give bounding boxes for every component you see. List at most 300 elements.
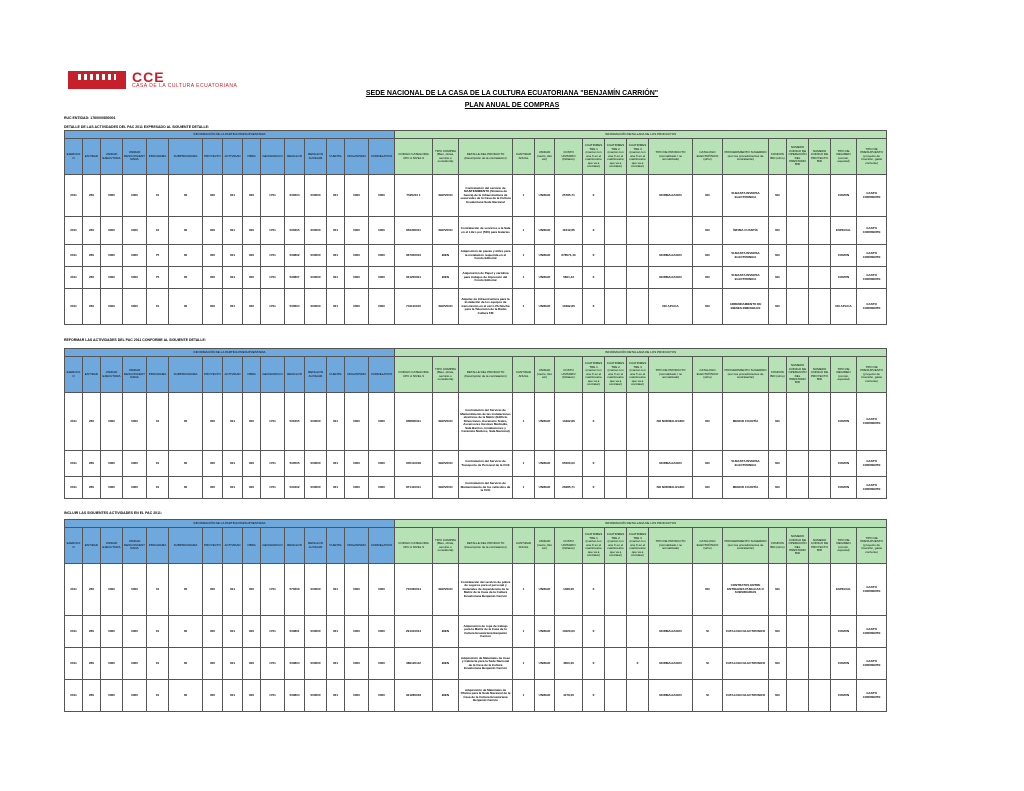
table-cell: 0000 bbox=[369, 477, 395, 499]
table-row bbox=[65, 648, 887, 680]
table-cell: 0000 bbox=[369, 564, 395, 616]
table-cell: X bbox=[583, 175, 605, 217]
table-cell: SERVICIO bbox=[433, 175, 459, 217]
column-header: EJERCICIO bbox=[65, 528, 83, 564]
table-cell bbox=[787, 451, 809, 477]
table-cell: 1701 bbox=[261, 245, 285, 267]
table-cell: 1 bbox=[513, 564, 535, 616]
table-cell bbox=[605, 451, 627, 477]
table-cell: 001 bbox=[327, 451, 345, 477]
table-cell: 000 bbox=[203, 217, 223, 245]
table-cell: UNIDAD bbox=[535, 267, 555, 289]
table-cell: 530802 bbox=[285, 245, 305, 267]
table-cell: 0000 bbox=[123, 393, 147, 451]
product-group-header: INFORMACIÓN DETALLADA DE LOS PRODUCTOS bbox=[395, 131, 887, 139]
column-header: UNIDAD DESCONCENTRADA bbox=[123, 528, 147, 564]
table-cell: UNIDAD bbox=[535, 648, 555, 680]
table-cell bbox=[809, 451, 831, 477]
table-cell: 260 bbox=[83, 267, 101, 289]
table-cell: NO APLICA bbox=[831, 289, 857, 325]
column-header: EJERCICIO bbox=[65, 139, 83, 175]
table-cell: 65000,00 bbox=[555, 451, 583, 477]
table-cell: 001 bbox=[327, 267, 345, 289]
table-cell: 260 bbox=[83, 217, 101, 245]
table-cell: 2011 bbox=[65, 477, 83, 499]
table-cell: 000 bbox=[203, 393, 223, 451]
table-cell: 01 bbox=[147, 175, 169, 217]
cce-emblem-icon bbox=[68, 71, 126, 89]
table-cell: 001 bbox=[223, 217, 243, 245]
table-cell: 001 bbox=[223, 289, 243, 325]
table-cell bbox=[627, 564, 649, 616]
table-cell: 2011 bbox=[65, 245, 83, 267]
column-header: ORGANISMO bbox=[345, 528, 369, 564]
table-cell: 2011 bbox=[65, 175, 83, 217]
column-header: UNIDAD DESCONCENTRADA bbox=[123, 139, 147, 175]
table-cell: Alquiler de infraestructura para la instalación de los equipos de transmisión en el cerro Pichincha para la Televisión de la Radio Cultura FM bbox=[459, 289, 513, 325]
table-cell: 2011 bbox=[65, 680, 83, 712]
column-header: TIPO DE REGIMEN (común, especial) bbox=[831, 357, 857, 393]
column-header: TIPO DE PRESUPUESTO (proyecto de inversión, gasto corriente) bbox=[857, 139, 887, 175]
column-header: CANTIDAD ANUAL bbox=[513, 139, 535, 175]
table-cell: GASTO CORRIENTE bbox=[857, 393, 887, 451]
document-subtitle: PLAN ANUAL DE COMPRAS bbox=[464, 102, 560, 109]
column-header: PROCEDIMIENTO SUGERIDO (son los procedimientos de contratación) bbox=[723, 139, 769, 175]
table-cell: 00 bbox=[169, 289, 203, 325]
table-cell: 645110018 bbox=[395, 451, 433, 477]
table-cell: 13392,86 bbox=[555, 393, 583, 451]
table-cell: 1701 bbox=[261, 451, 285, 477]
table-cell: 000 bbox=[243, 680, 261, 712]
table-row bbox=[65, 289, 887, 325]
table-cell: 00 bbox=[169, 245, 203, 267]
table-cell: 000 bbox=[243, 616, 261, 648]
table-cell: 530205 bbox=[285, 217, 305, 245]
table-cell: 10392,86 bbox=[555, 289, 583, 325]
table-cell: 0000 bbox=[123, 616, 147, 648]
table-cell: 001 bbox=[327, 289, 345, 325]
table-cell: NO bbox=[769, 451, 787, 477]
table-cell: 000 bbox=[243, 648, 261, 680]
column-header: CUATRIMESTRE 1 (marcar con una X en el cuatrimestre que va a contratar) bbox=[583, 357, 605, 393]
table-cell: 1701 bbox=[261, 648, 285, 680]
table-cell: 1 bbox=[513, 267, 535, 289]
table-cell: 260 bbox=[83, 680, 101, 712]
table-cell: 000000 bbox=[305, 648, 327, 680]
column-header: TIPO COMPRA (Bien, obras, servicio o consultoría) bbox=[433, 528, 459, 564]
table-cell: 000000 bbox=[305, 564, 327, 616]
table-cell: 000 bbox=[243, 217, 261, 245]
cce-logo bbox=[68, 70, 237, 89]
table-cell: 000 bbox=[243, 245, 261, 267]
table-cell: X bbox=[583, 289, 605, 325]
table-cell: GASTO CORRIENTE bbox=[857, 267, 887, 289]
table-cell: 530204 bbox=[285, 175, 305, 217]
table-cell: 1 bbox=[513, 245, 535, 267]
table-cell: CATALOGO ELECTRONICO bbox=[723, 648, 769, 680]
table-cell: 000 bbox=[203, 289, 223, 325]
table-cell: 000000 bbox=[305, 289, 327, 325]
table-cell: X bbox=[627, 648, 649, 680]
table-cell: GASTO CORRIENTE bbox=[857, 217, 887, 245]
column-header: NUMERO CODIGO DE OPERACIÓN DEL PRESTAMO BID bbox=[787, 528, 809, 564]
column-header: ORGANISMO bbox=[345, 357, 369, 393]
table-cell: NO bbox=[769, 245, 787, 267]
table-cell: 01 bbox=[147, 616, 169, 648]
column-header: OBRA bbox=[243, 528, 261, 564]
table-cell: 1488,00 bbox=[555, 564, 583, 616]
table-cell: 2011 bbox=[65, 289, 83, 325]
table-cell bbox=[787, 680, 809, 712]
table-cell bbox=[787, 616, 809, 648]
column-header: CODIGO CATEGORIA CPC A NIVEL 9 bbox=[395, 528, 433, 564]
column-header: PROCEDIMIENTO SUGERIDO (son los procedimientos de contratación) bbox=[723, 357, 769, 393]
column-header: CANTIDAD ANUAL bbox=[513, 528, 535, 564]
column-header: RENGLON AUXILIAR bbox=[305, 528, 327, 564]
table-cell: 0000 bbox=[123, 477, 147, 499]
column-header: UNIDAD EJECUTORA bbox=[101, 139, 123, 175]
column-header: FUENTE bbox=[327, 139, 345, 175]
column-header: UNIDAD (metro, litro etc) bbox=[535, 528, 555, 564]
table-cell: NO NORMALIZADO bbox=[649, 477, 693, 499]
table-cell: 260 bbox=[83, 564, 101, 616]
table-cell: COMUN bbox=[831, 616, 857, 648]
column-header: PROGRAMA bbox=[147, 528, 169, 564]
table-cell: 00 bbox=[169, 393, 203, 451]
table-cell: 260 bbox=[83, 393, 101, 451]
column-header: CORRELATIVO bbox=[369, 528, 395, 564]
table-cell: 1701 bbox=[261, 217, 285, 245]
table-cell: 000 bbox=[243, 289, 261, 325]
table-cell: 001 bbox=[223, 564, 243, 616]
table-cell: 001 bbox=[223, 616, 243, 648]
table-cell: 001 bbox=[223, 680, 243, 712]
table-cell: 0000 bbox=[369, 217, 395, 245]
table-cell: COMUN bbox=[831, 175, 857, 217]
table-cell: 01 bbox=[147, 393, 169, 451]
table-cell: UNIDAD bbox=[535, 564, 555, 616]
table-cell: 000 bbox=[203, 564, 223, 616]
column-header: RENGLON bbox=[285, 139, 305, 175]
table-cell: 000 bbox=[243, 267, 261, 289]
table-cell: UNIDAD bbox=[535, 451, 555, 477]
table-cell: NORMALIZADO bbox=[649, 451, 693, 477]
table-cell: X bbox=[583, 451, 605, 477]
table-cell: 000 bbox=[203, 680, 223, 712]
table-cell: 0000 bbox=[369, 175, 395, 217]
table-cell: 0000 bbox=[345, 564, 369, 616]
column-header: UNIDAD DESCONCENTRADA bbox=[123, 357, 147, 393]
table-cell: 260 bbox=[83, 175, 101, 217]
table-cell: 0000 bbox=[345, 289, 369, 325]
column-header: TIPO COMPRA (Bien, obras, servicio o consultoría) bbox=[433, 139, 459, 175]
table-cell bbox=[605, 267, 627, 289]
table-cell bbox=[787, 175, 809, 217]
table-cell: 000 bbox=[203, 451, 223, 477]
table-cell: 2011 bbox=[65, 616, 83, 648]
table-cell: UNIDAD bbox=[535, 680, 555, 712]
column-header: UNIDAD (metro, litro etc) bbox=[535, 357, 555, 393]
table-cell: 4178,00 bbox=[555, 680, 583, 712]
table-cell: NO bbox=[769, 289, 787, 325]
table-cell: 000000 bbox=[305, 175, 327, 217]
table-cell: SERVICIO bbox=[433, 393, 459, 451]
table-cell: 1701 bbox=[261, 393, 285, 451]
table-cell bbox=[649, 217, 693, 245]
table-cell: 530402 bbox=[285, 477, 305, 499]
table-cell: CONTRATOS ENTRE ENTIDADES PÚBLICAS O SUBSIDIARIAS bbox=[723, 564, 769, 616]
column-header: SUBPROGRAMA bbox=[169, 528, 203, 564]
column-header: FONDOS BID (si/no) bbox=[769, 139, 787, 175]
column-header: ENTIDAD bbox=[83, 139, 101, 175]
table-cell bbox=[605, 564, 627, 616]
table-cell: SUBASTA INVERSA ELECTRONICA bbox=[723, 175, 769, 217]
table-cell: 1 bbox=[513, 175, 535, 217]
table-cell bbox=[809, 267, 831, 289]
table-cell: 001 bbox=[327, 477, 345, 499]
column-header: CORRELATIVO bbox=[369, 357, 395, 393]
table-cell: NORMALIZADO bbox=[649, 648, 693, 680]
table-cell: ESPECIAL bbox=[831, 564, 857, 616]
column-header: TIPO DE REGIMEN (común, especial) bbox=[831, 139, 857, 175]
column-header: RENGLON bbox=[285, 528, 305, 564]
table-cell: SERVICIO bbox=[433, 289, 459, 325]
table-cell: 530807 bbox=[285, 267, 305, 289]
table-cell: 0000 bbox=[345, 648, 369, 680]
table-cell: 0000 bbox=[101, 289, 123, 325]
table-cell: 0000 bbox=[345, 175, 369, 217]
table-cell: 00 bbox=[169, 175, 203, 217]
logo-subtext: CASA DE LA CULTURA ECUATORIANA bbox=[132, 83, 238, 89]
table-cell: 858800011 bbox=[395, 393, 433, 451]
column-header: CUATRIMESTRE 2 (marcar con una X en el cuatrimestre que va a contratar) bbox=[605, 357, 627, 393]
table-row bbox=[65, 245, 887, 267]
table-cell: NORMALIZADO bbox=[649, 245, 693, 267]
column-header: UNIDAD EJECUTORA bbox=[101, 528, 123, 564]
table-cell: 260 bbox=[83, 289, 101, 325]
table-cell: 0000 bbox=[123, 267, 147, 289]
column-header: ENTIDAD bbox=[83, 528, 101, 564]
table-cell bbox=[605, 217, 627, 245]
table-cell bbox=[787, 648, 809, 680]
ruc-label: RUC ENTIDAD: 1760000850001 bbox=[64, 116, 116, 120]
section-label: INCLUIR LAS SIGUIENTES ACTIVIDADES EN EL PAC 2011: bbox=[64, 511, 162, 515]
table-cell: SI bbox=[693, 616, 723, 648]
table-cell: 001 bbox=[327, 393, 345, 451]
table-cell: 01 bbox=[147, 289, 169, 325]
table-cell bbox=[809, 393, 831, 451]
table-cell: 0000 bbox=[101, 564, 123, 616]
table-cell: UNIDAD bbox=[535, 616, 555, 648]
table-row bbox=[65, 564, 887, 616]
table-cell: GASTO CORRIENTE bbox=[857, 616, 887, 648]
table-cell: 0000 bbox=[369, 393, 395, 451]
column-header: CATALOGO ELECTRÓNICO (si/no) bbox=[693, 139, 723, 175]
table-cell bbox=[809, 245, 831, 267]
logo-text: CCE bbox=[132, 69, 165, 85]
column-header: RENGLON AUXILIAR bbox=[305, 139, 327, 175]
column-header: RENGLON AUXILIAR bbox=[305, 357, 327, 393]
table-cell bbox=[627, 393, 649, 451]
column-header: FUENTE bbox=[327, 357, 345, 393]
pac-table-current bbox=[64, 130, 887, 325]
table-cell: 260 bbox=[83, 245, 101, 267]
column-header: NUMERO CODIGO DE OPERACIÓN DEL PRESTAMO BID bbox=[787, 357, 809, 393]
table-cell: GASTO CORRIENTE bbox=[857, 175, 887, 217]
column-header: CUATRIMESTRE 1 (marcar con una X en el cuatrimestre que va a contratar) bbox=[583, 528, 605, 564]
table-cell: NORMALIZADO bbox=[649, 175, 693, 217]
table-cell bbox=[605, 616, 627, 648]
column-header: UNIDAD EJECUTORA bbox=[101, 357, 123, 393]
table-cell: 001 bbox=[327, 616, 345, 648]
table-cell: 260 bbox=[83, 477, 101, 499]
table-cell: 001 bbox=[327, 564, 345, 616]
table-cell: GASTO CORRIENTE bbox=[857, 680, 887, 712]
column-header: PROCEDIMIENTO SUGERIDO (son los procedimientos de contratación) bbox=[723, 528, 769, 564]
table-cell: X bbox=[583, 217, 605, 245]
column-header: CODIGO CATEGORIA CPC A NIVEL 9 bbox=[395, 357, 433, 393]
table-cell: 001 bbox=[327, 680, 345, 712]
table-row bbox=[65, 616, 887, 648]
column-header: DETALLE DEL PRODUCTO (Descripción de la contratación) bbox=[459, 528, 513, 564]
table-cell: 1 bbox=[513, 451, 535, 477]
column-header: CUATRIMESTRE 2 (marcar con una X en el cuatrimestre que va a contratar) bbox=[605, 528, 627, 564]
table-cell: COMUN bbox=[831, 245, 857, 267]
table-cell: 0000 bbox=[345, 267, 369, 289]
table-cell: 0000 bbox=[345, 680, 369, 712]
table-cell: ARRENDAMIENTO DE BIENES INMUEBLES bbox=[723, 289, 769, 325]
table-cell bbox=[605, 175, 627, 217]
table-row bbox=[65, 451, 887, 477]
table-cell: Adquisición de Papel y cartulina para trabajos de Impresión del Fondo Editorial bbox=[459, 267, 513, 289]
column-header: TIPO DE PRESUPUESTO (proyecto de inversión, gasto corriente) bbox=[857, 528, 887, 564]
table-row bbox=[65, 175, 887, 217]
table-cell: 0000 bbox=[123, 217, 147, 245]
table-cell: 001 bbox=[223, 267, 243, 289]
table-cell: MENOR CUANTÍA bbox=[723, 477, 769, 499]
table-cell: 2011 bbox=[65, 217, 83, 245]
table-cell: NO bbox=[769, 267, 787, 289]
table-cell: 2011 bbox=[65, 267, 83, 289]
table-cell: 01 bbox=[147, 648, 169, 680]
table-cell: 389120112 bbox=[395, 648, 433, 680]
column-header: UNIDAD (metro, litro etc) bbox=[535, 139, 555, 175]
table-cell: 0000 bbox=[101, 680, 123, 712]
table-cell: COMUN bbox=[831, 680, 857, 712]
pac-table-reform bbox=[64, 348, 887, 499]
column-header: CUATRIMESTRE 3 (marcar con una X en el cuatrimestre que va a contratar) bbox=[627, 528, 649, 564]
table-cell: 13020,00 bbox=[555, 616, 583, 648]
table-cell: 1701 bbox=[261, 477, 285, 499]
table-cell: 000 bbox=[243, 451, 261, 477]
table-cell: 0000 bbox=[369, 267, 395, 289]
column-header: COSTO UNITARIO (Dólares) bbox=[555, 528, 583, 564]
table-cell: NO bbox=[769, 564, 787, 616]
column-header: CUATRIMESTRE 2 (marcar con una X en el cuatrimestre que va a contratar) bbox=[605, 139, 627, 175]
table-cell bbox=[605, 680, 627, 712]
table-cell: NO bbox=[769, 648, 787, 680]
table-cell: 530804 bbox=[285, 680, 305, 712]
column-header: CUATRIMESTRE 3 (marcar con una X en el cuatrimestre que va a contratar) bbox=[627, 139, 649, 175]
table-cell: 001 bbox=[327, 175, 345, 217]
column-header: CODIGO CATEGORIA CPC A NIVEL 9 bbox=[395, 139, 433, 175]
table-cell: 0000 bbox=[369, 451, 395, 477]
table-cell: 75 bbox=[147, 245, 169, 267]
table-cell bbox=[627, 680, 649, 712]
table-cell: MENOR CUANTÍA bbox=[723, 393, 769, 451]
table-cell: 01 bbox=[147, 564, 169, 616]
table-cell: 000000 bbox=[305, 477, 327, 499]
table-cell: 00 bbox=[169, 648, 203, 680]
table-cell: 0000 bbox=[369, 616, 395, 648]
table-cell: SUBASTA INVERSA ELECTRONICA bbox=[723, 245, 769, 267]
table-cell: COMUN bbox=[831, 451, 857, 477]
table-cell: NO bbox=[693, 245, 723, 267]
table-cell: 0000 bbox=[101, 393, 123, 451]
table-cell: 00 bbox=[169, 451, 203, 477]
table-cell: 0000 bbox=[101, 451, 123, 477]
table-cell: 321200001 bbox=[395, 267, 433, 289]
column-header: ORGANISMO bbox=[345, 139, 369, 175]
column-header: PROYECTO bbox=[203, 139, 223, 175]
table-cell bbox=[605, 245, 627, 267]
table-cell: Adquisición de Materiales de Oficina para la Sede Nacional de la Casa de la Cultura Ecuatoriana Benjamín Carrión bbox=[459, 680, 513, 712]
table-cell: Contratación de servicios a la Sala en el Libro por (500) para Galerías bbox=[459, 217, 513, 245]
table-cell bbox=[787, 477, 809, 499]
table-cell: 001 bbox=[223, 175, 243, 217]
table-cell: 0000 bbox=[101, 477, 123, 499]
table-cell: GASTO CORRIENTE bbox=[857, 245, 887, 267]
table-cell: SI bbox=[693, 648, 723, 680]
column-header: CUATRIMESTRE 1 (marcar con una X en el cuatrimestre que va a contratar) bbox=[583, 139, 605, 175]
table-cell: 00 bbox=[169, 616, 203, 648]
table-cell: 000000 bbox=[305, 616, 327, 648]
table-cell: 75 bbox=[147, 267, 169, 289]
table-cell: 0000 bbox=[369, 648, 395, 680]
column-header: CANTIDAD ANUAL bbox=[513, 357, 535, 393]
pac-table-include bbox=[64, 519, 887, 712]
table-cell: COMUN bbox=[831, 267, 857, 289]
table-cell bbox=[809, 648, 831, 680]
column-header: TIPO DE PRODUCTO (normalizado / no normalizado) bbox=[649, 528, 693, 564]
table-cell: 2011 bbox=[65, 451, 83, 477]
table-cell: 1 bbox=[513, 680, 535, 712]
table-cell: 000 bbox=[243, 175, 261, 217]
table-cell bbox=[627, 477, 649, 499]
table-cell: 2011 bbox=[65, 564, 83, 616]
table-cell: 530801 bbox=[285, 616, 305, 648]
table-cell: SERVICIO bbox=[433, 451, 459, 477]
table-cell: NO bbox=[769, 217, 787, 245]
column-header: ACTIVIDAD bbox=[223, 528, 243, 564]
table-cell: ESPECIAL bbox=[831, 217, 857, 245]
column-header: FONDOS BID (si/no) bbox=[769, 528, 787, 564]
table-cell: 01 bbox=[147, 451, 169, 477]
column-header: ENTIDAD bbox=[83, 357, 101, 393]
column-header: SUBPROGRAMA bbox=[169, 357, 203, 393]
table-cell: 000 bbox=[203, 175, 223, 217]
table-cell: NO APLICA bbox=[649, 289, 693, 325]
table-cell: 26285,71 bbox=[555, 477, 583, 499]
table-cell: 000 bbox=[203, 616, 223, 648]
table-cell: Adquisición de Materiales de Aseo y Cafetería para la Sede Nacional de la Casa de la Cultura Ecuatoriana Benjamín Carrión bbox=[459, 648, 513, 680]
budget-group-header: INFORMACIÓN DE LA PARTIDA PRESUPUESTARIA bbox=[65, 349, 395, 357]
table-cell: 001 bbox=[223, 477, 243, 499]
table-cell: 1701 bbox=[261, 267, 285, 289]
table-cell bbox=[627, 245, 649, 267]
column-header: NUMERO CODIGO DE OPERACIÓN DEL PRESTAMO BID bbox=[787, 139, 809, 175]
table-cell: X bbox=[583, 648, 605, 680]
